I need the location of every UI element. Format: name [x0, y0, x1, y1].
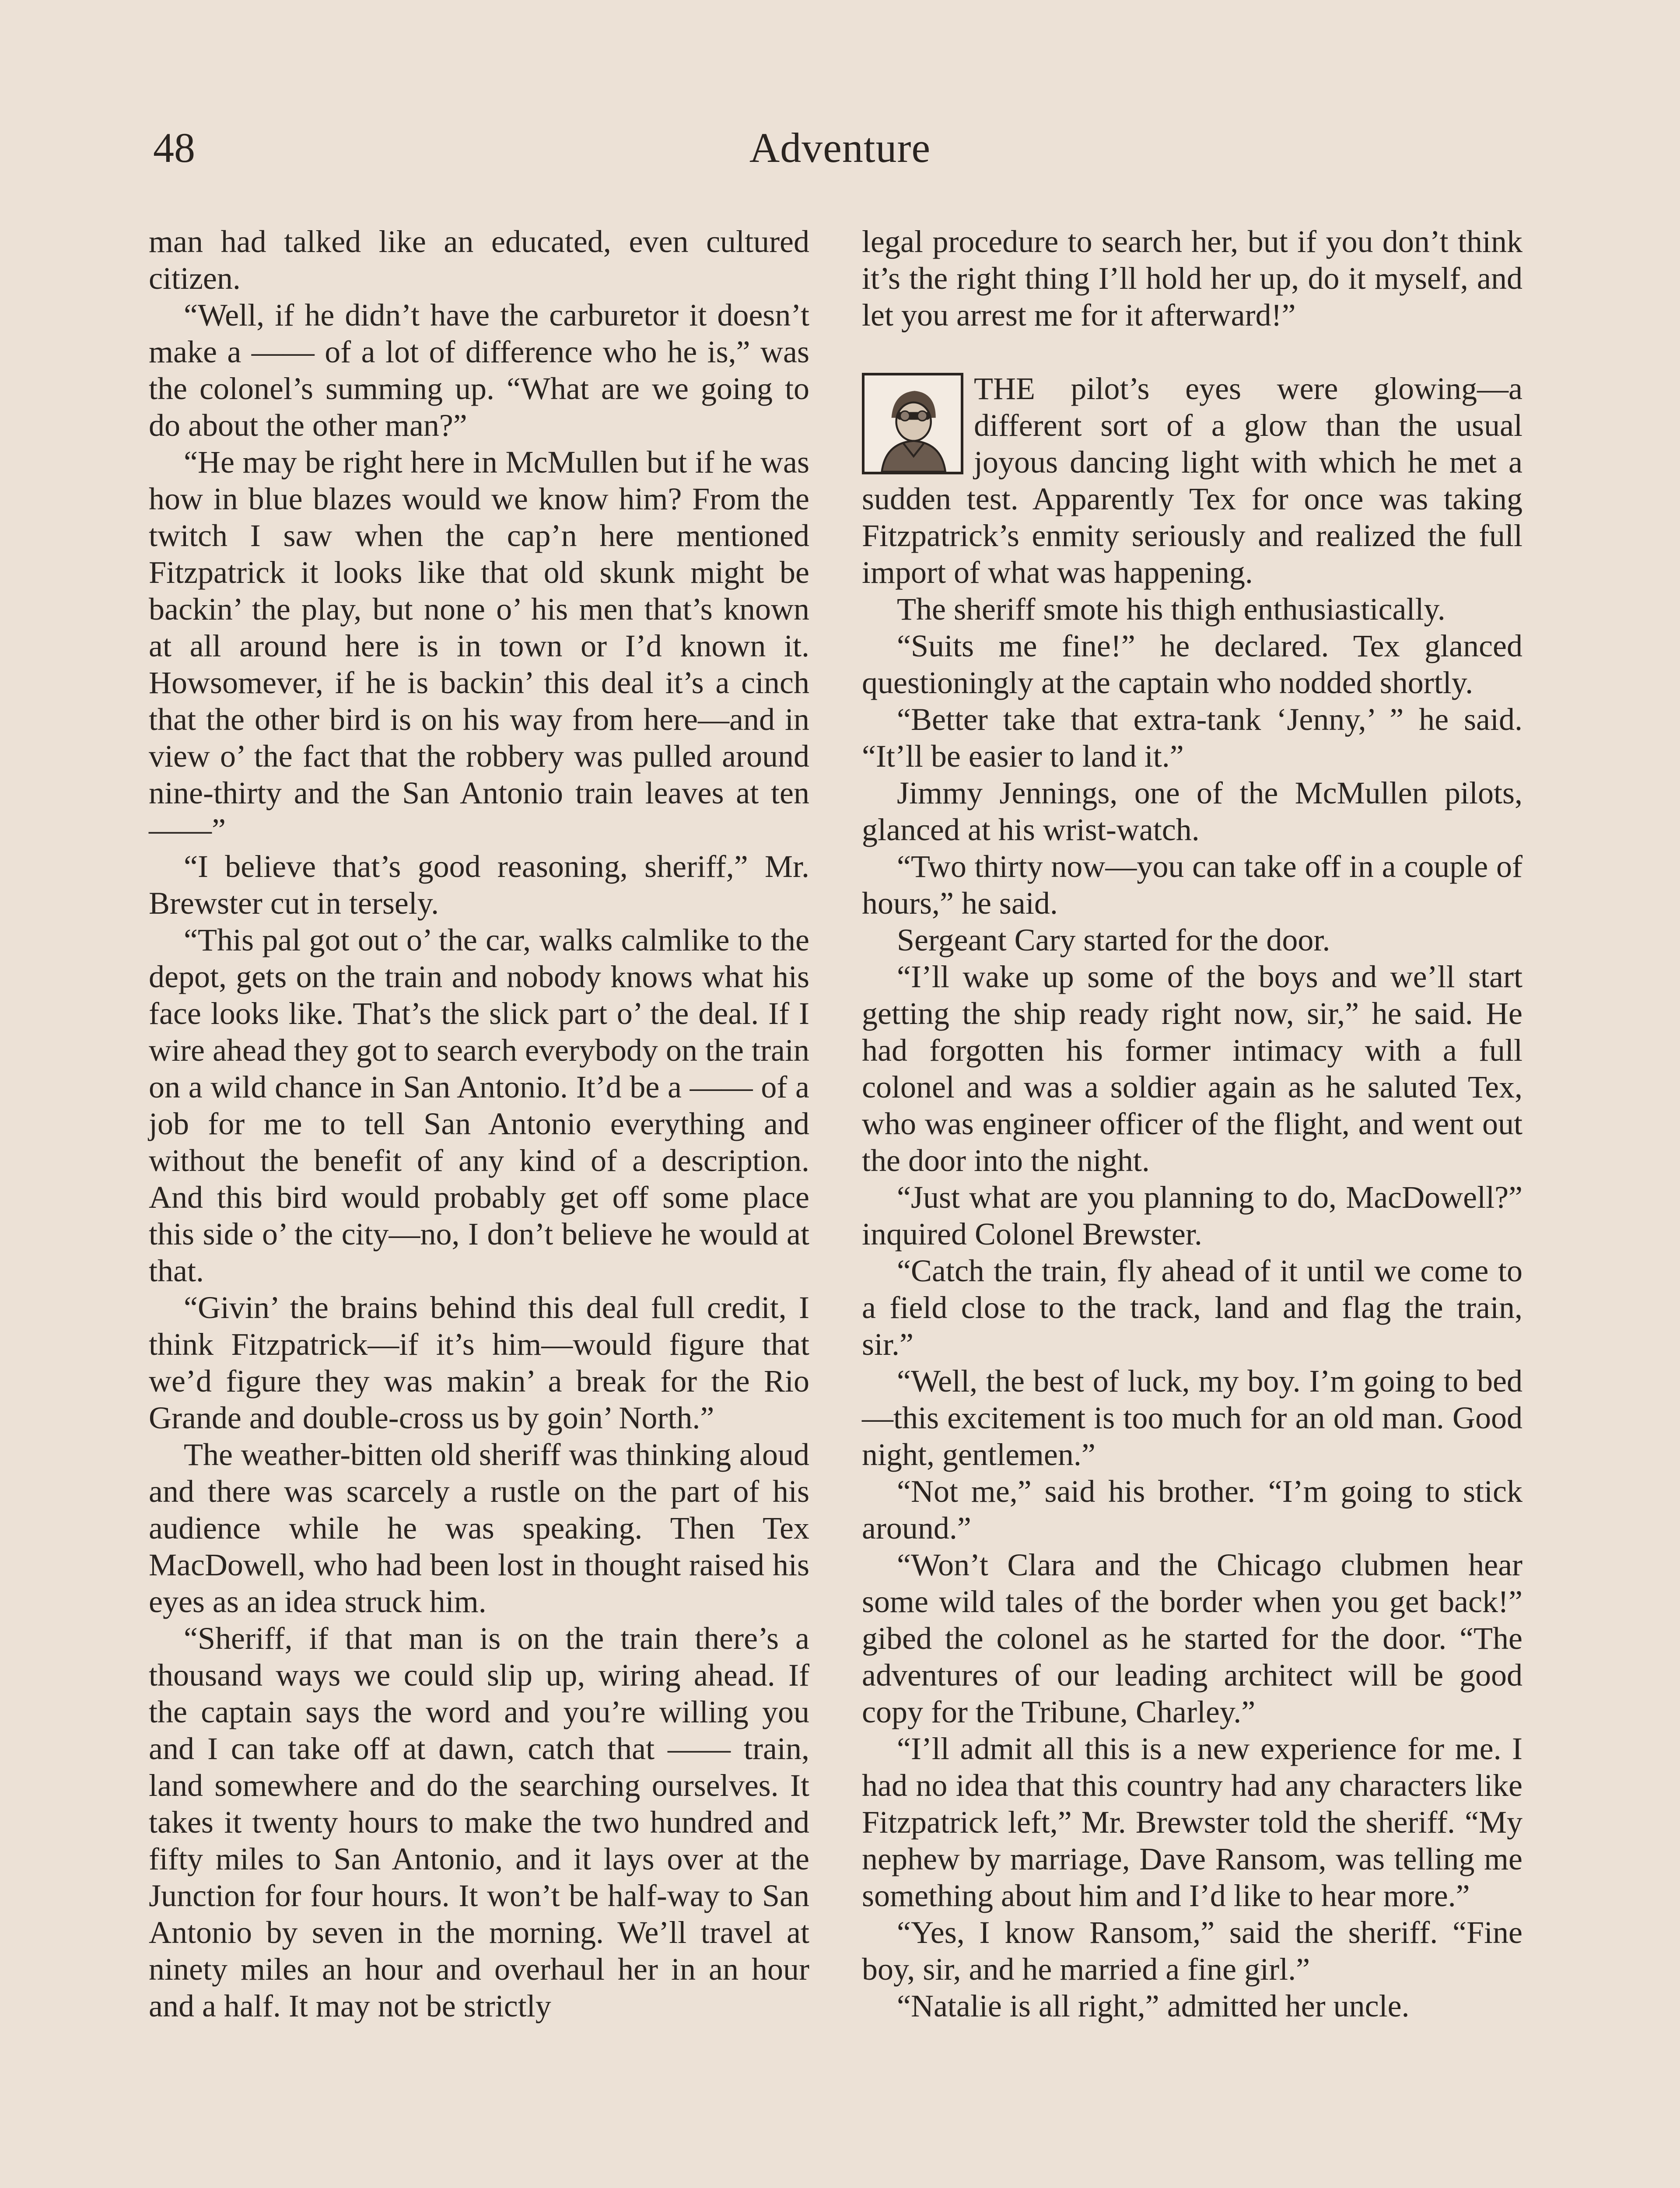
paragraph: “Natalie is all right,” admitted her uncle. — [897, 1988, 1410, 2023]
paragraph: “Won’t Clara and the Chicago clubmen hear some wild tales of the border when you get back!” gibed the colonel as he started for the door. “The adventures of our leading architect will be good copy for the Tribune, Charley.” — [862, 1547, 1522, 1729]
paragraph: man had talked like an educated, even cultured citizen. — [149, 224, 809, 296]
paragraph-text: THE pilot’s eyes were glowing—a different sort of a glow than the usual joyous dancing light with which he met a sudden test. Apparently Tex for once was taking Fitzpatrick’s enmity seriously and realized the full import of what was happening. — [862, 371, 1522, 590]
paragraph: “Just what are you planning to do, MacDowell?” inquired Colonel Brewster. — [862, 1180, 1522, 1252]
paragraph: “Sheriff, if that man is on the train there’s a thousand ways we could slip up, wiring ahead. If the captain says the word and you’re willing you and I can take off at dawn, catch that —— train, land somewhere and do the searching ourselves. It takes it twenty hours to make the two hundred and fifty miles to San Antonio, and it lays over at the Junction for four hours. It won’t be half-way to San Antonio by seven in the morning. We’ll travel at ninety miles an hour and overhaul her in an hour and a half. It may not be strictly — [149, 1621, 809, 2023]
running-title: Adventure — [749, 124, 931, 171]
paragraph: “This pal got out o’ the car, walks calmlike to the depot, gets on the train and nobody knows what his face looks like. That’s the slick part o’ the deal. If I wire ahead they got to search everybody on the train on a wild chance in San Antonio. It’d be a —— of a job for me to tell San Antonio everything and without the benefit of any kind of a description. And this bird would probably get off some place this side o’ the city—no, I don’t believe he would at that. — [149, 922, 809, 1288]
paragraph: “Not me,” said his brother. “I’m going to stick around.” — [862, 1474, 1522, 1546]
paragraph: “Catch the train, fly ahead of it until we come to a field close to the track, land and flag the train, sir.” — [862, 1253, 1522, 1362]
paragraph: “Well, if he didn’t have the carburetor it doesn’t make a —— of a lot of difference who he is,” was the colonel’s summing up. “What are we going to do about the other man?” — [149, 298, 809, 443]
paragraph: Sergeant Cary started for the door. — [897, 922, 1330, 957]
paragraph: “He may be right here in McMullen but if he was how in blue blazes would we know him? From the twitch I saw when the cap’n here mentioned Fitzpatrick it looks like that old skunk might be backin’ the play, but none o’ his men that’s known at all around here is in town or I’d known it. Howsomever, if he is backin’ this deal it’s a cinch that the other bird is on his way from here—and in view o’ the fact that the robbery was pulled around nine-thirty and the San Antonio train leaves at ten——” — [149, 445, 809, 847]
paragraph: “I’ll admit all this is a new experience for me. I had no idea that this country had any characters like Fitzpatrick left,” Mr. Brewster told the sheriff. “My nephew by marriage, Dave Ransom, was telling me something about him and I’d like to hear more.” — [862, 1731, 1522, 1913]
right-column — [862, 223, 1522, 2024]
paragraph: “I believe that’s good reasoning, sheriff,” Mr. Brewster cut in tersely. — [149, 849, 809, 921]
left-column — [149, 223, 809, 2024]
paragraph: Jimmy Jennings, one of the McMullen pilots, glanced at his wrist-watch. — [862, 775, 1522, 847]
page-number: 48 — [153, 124, 195, 171]
paragraph: “Givin’ the brains behind this deal full credit, I think Fitzpatrick—if it’s him—would figure that we’d figure they was makin’ a break for the Rio Grande and double-cross us by goin’ North.” — [149, 1290, 809, 1435]
section-opening-paragraph — [862, 370, 1522, 591]
paragraph: The weather-bitten old sheriff was thinking aloud and there was scarcely a rustle on the part of his audience while he was speaking. Then Tex MacDowell, who had been lost in thought raised his eyes as an idea struck him. — [149, 1437, 809, 1619]
paragraph: “I’ll wake up some of the boys and we’ll start getting the ship ready right now, sir,” he said. He had forgotten his former intimacy with a full colonel and was a soldier again as he saluted Tex, who was engineer officer of the flight, and went out the door into the night. — [862, 959, 1522, 1178]
paragraph: legal procedure to search her, but if you don’t think it’s the right thing I’ll hold her up, do it myself, and let you arrest me for it afterward!” — [862, 224, 1522, 333]
paragraph: “Better take that extra-tank ‘Jenny,’ ” he said. “It’ll be easier to land it.” — [862, 702, 1522, 774]
paragraph: The sheriff smote his thigh enthusiastically. — [897, 592, 1446, 627]
paragraph: “Suits me fine!” he declared. Tex glanced questioningly at the captain who nodded shortly. — [862, 628, 1522, 700]
paragraph: “Two thirty now—you can take off in a couple of hours,” he said. — [862, 849, 1522, 921]
paragraph: “Well, the best of luck, my boy. I’m going to bed—this excitement is too much for an old man. Good night, gentlemen.” — [862, 1364, 1522, 1472]
paragraph: “Yes, I know Ransom,” said the sheriff. “Fine boy, sir, and he married a fine girl.” — [862, 1915, 1522, 1987]
aviator-portrait-icon — [862, 373, 963, 474]
